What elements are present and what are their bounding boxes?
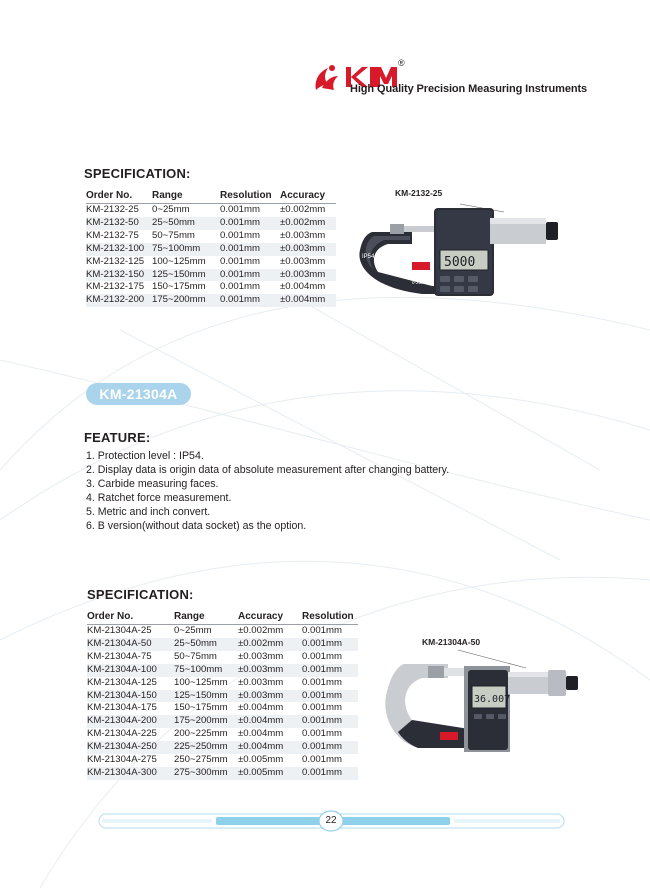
table-cell: 0.001mm: [220, 229, 260, 241]
table-cell: KM-21304A-100: [87, 664, 174, 677]
table-cell: KM-21304A-50: [87, 638, 174, 651]
table-cell: 150~175mm: [152, 281, 206, 293]
table-cell: 0.001mm: [302, 650, 342, 662]
spec1-header-row: [86, 190, 336, 204]
table-cell: 0~25mm: [174, 625, 212, 636]
table-cell: 75~100mm: [152, 243, 220, 256]
table-cell: ±0.002mm: [280, 204, 326, 215]
feature-item: 5. Metric and inch convert.: [86, 506, 211, 519]
table-cell: ±0.003mm: [280, 229, 326, 241]
col-order-no: Order No.: [87, 611, 174, 625]
resolution-label: 0.001mm: [412, 274, 431, 279]
table-row: [86, 294, 336, 307]
spec2-header-row: [87, 611, 358, 625]
table-cell: 0.001mm: [302, 767, 358, 780]
micrometer-image-km2132: [352, 196, 562, 308]
col-accuracy: Accuracy: [238, 611, 302, 625]
spec2-title: SPECIFICATION:: [87, 587, 194, 602]
spec1-image-caption: KM-2132-25: [395, 188, 443, 198]
table-cell: KM-21304A-25: [87, 625, 152, 636]
table-cell: 50~75mm: [174, 650, 217, 662]
table-cell: ±0.003mm: [238, 690, 302, 703]
registered-mark: ®: [398, 58, 405, 68]
table-cell: KM-21304A-225: [87, 728, 157, 740]
table-row: [86, 243, 336, 256]
table-cell: 0.001mm: [302, 702, 342, 714]
table-cell: KM-21304A-150: [87, 690, 174, 703]
col-accuracy: Accuracy: [280, 190, 336, 204]
table-cell: 150~175mm: [174, 702, 228, 714]
table-cell: 200~225mm: [174, 728, 228, 740]
table-cell: KM-21304A-300: [87, 767, 174, 780]
table-cell: ±0.004mm: [280, 281, 326, 293]
table-cell: KM-2132-100: [86, 243, 152, 256]
table-cell: KM-2132-200: [86, 294, 152, 307]
micrometer-image-km21304a: [378, 648, 584, 760]
col-resolution: Resolution: [220, 190, 280, 204]
spec2-table: [87, 611, 358, 780]
table-row: [87, 664, 358, 677]
table-cell: 0~25mm: [152, 204, 190, 215]
table-cell: 0.001mm: [220, 217, 280, 230]
table-cell: ±0.003mm: [238, 676, 284, 688]
col-order-no: Order No.: [86, 190, 152, 204]
table-cell: 225~250mm: [174, 741, 238, 754]
table-row: [87, 677, 358, 690]
table-row: [87, 715, 358, 728]
table-cell: 250~275mm: [174, 754, 228, 766]
table-cell: ±0.005mm: [238, 754, 284, 766]
table-cell: 0.001mm: [220, 243, 280, 256]
table-cell: 25~50mm: [152, 217, 220, 230]
table-cell: ±0.004mm: [280, 294, 336, 307]
table-cell: 125~150mm: [174, 690, 238, 703]
table-row: [87, 625, 358, 638]
table-cell: KM-21304A-125: [87, 676, 157, 688]
table-cell: ±0.002mm: [280, 217, 336, 230]
table-cell: ±0.003mm: [238, 664, 302, 677]
table-cell: 50~75mm: [152, 229, 195, 241]
table-cell: KM-2132-75: [86, 229, 139, 241]
table-cell: KM-21304A-75: [87, 650, 152, 662]
table-cell: 175~200mm: [174, 715, 238, 728]
table-row: [87, 728, 358, 741]
table-cell: ±0.005mm: [238, 767, 302, 780]
table-row: [87, 651, 358, 664]
table-row: [86, 256, 336, 269]
table-cell: 125~150mm: [152, 269, 220, 282]
table-cell: 0.001mm: [302, 754, 342, 766]
table-cell: 100~125mm: [174, 676, 228, 688]
table-cell: 0.001mm: [302, 625, 342, 636]
table-cell: 75~100mm: [174, 664, 238, 677]
feature-item: 4. Ratchet force measurement.: [86, 492, 232, 505]
table-cell: ±0.003mm: [238, 650, 284, 662]
table-row: [87, 690, 358, 703]
table-cell: 275~300mm: [174, 767, 238, 780]
table-cell: ±0.003mm: [280, 243, 336, 256]
table-row: [87, 754, 358, 767]
feature-item: 6. B version(without data socket) as the option.: [86, 520, 307, 533]
lcd-reading: 36.007: [474, 694, 511, 705]
table-cell: 100~125mm: [152, 255, 206, 267]
table-cell: KM-21304A-175: [87, 702, 157, 714]
table-row: [86, 204, 336, 217]
table-row: [86, 269, 336, 282]
table-cell: ±0.004mm: [238, 741, 302, 754]
table-row: [87, 702, 358, 715]
table-cell: KM-21304A-275: [87, 754, 157, 766]
model-badge: KM-21304A: [86, 383, 191, 405]
range-label: 0-25mm: [412, 280, 429, 285]
table-row: [86, 217, 336, 230]
table-cell: 0.001mm: [220, 294, 280, 307]
table-cell: KM-2132-25: [86, 204, 139, 215]
table-cell: 0.001mm: [302, 638, 358, 651]
feature-item: 3. Carbide measuring faces.: [86, 478, 219, 491]
spec2-image-caption: KM-21304A-50: [422, 637, 481, 647]
table-cell: KM-2132-125: [86, 255, 145, 267]
tagline: High Quality Precision Measuring Instruments: [350, 83, 588, 95]
table-cell: KM-21304A-200: [87, 715, 174, 728]
table-cell: 25~50mm: [174, 638, 238, 651]
table-cell: 0.001mm: [220, 269, 280, 282]
table-cell: ±0.004mm: [238, 715, 302, 728]
feature-list: [86, 449, 449, 534]
table-cell: 175~200mm: [152, 294, 220, 307]
feature-item: 2. Display data is origin data of absolute measurement after changing battery.: [86, 464, 450, 477]
table-cell: KM-2132-50: [86, 217, 152, 230]
table-cell: ±0.004mm: [238, 728, 284, 740]
table-cell: 0.001mm: [302, 676, 342, 688]
table-row: [86, 230, 336, 243]
lcd-reading: 5000: [444, 255, 476, 270]
table-cell: 0.001mm: [302, 664, 358, 677]
ip-label: IP54: [362, 254, 375, 260]
table-cell: 0.001mm: [302, 728, 342, 740]
table-cell: 0.001mm: [302, 715, 358, 728]
table-cell: 0.001mm: [220, 204, 260, 215]
table-cell: KM-2132-150: [86, 269, 152, 282]
table-cell: 0.001mm: [220, 281, 260, 293]
table-cell: ±0.003mm: [280, 269, 336, 282]
table-row: [87, 767, 358, 780]
page-number: 22: [325, 815, 337, 826]
table-cell: ±0.002mm: [238, 638, 302, 651]
col-range: Range: [152, 190, 220, 204]
table-row: [87, 741, 358, 754]
table-cell: ±0.004mm: [238, 702, 284, 714]
table-cell: KM-21304A-250: [87, 741, 174, 754]
table-cell: 0.001mm: [302, 741, 358, 754]
col-resolution: Resolution: [302, 611, 358, 625]
table-cell: ±0.003mm: [280, 255, 326, 267]
table-row: [86, 281, 336, 294]
table-row: [87, 638, 358, 651]
feature-title: FEATURE:: [84, 430, 151, 445]
spec1-title: SPECIFICATION:: [84, 166, 191, 181]
spec1-table: [86, 190, 336, 307]
col-range: Range: [174, 611, 238, 625]
table-cell: KM-2132-175: [86, 281, 145, 293]
table-cell: 0.001mm: [302, 690, 358, 703]
table-cell: 0.001mm: [220, 255, 260, 267]
feature-item: 1. Protection level : IP54.: [86, 450, 204, 462]
table-cell: ±0.002mm: [238, 625, 284, 636]
